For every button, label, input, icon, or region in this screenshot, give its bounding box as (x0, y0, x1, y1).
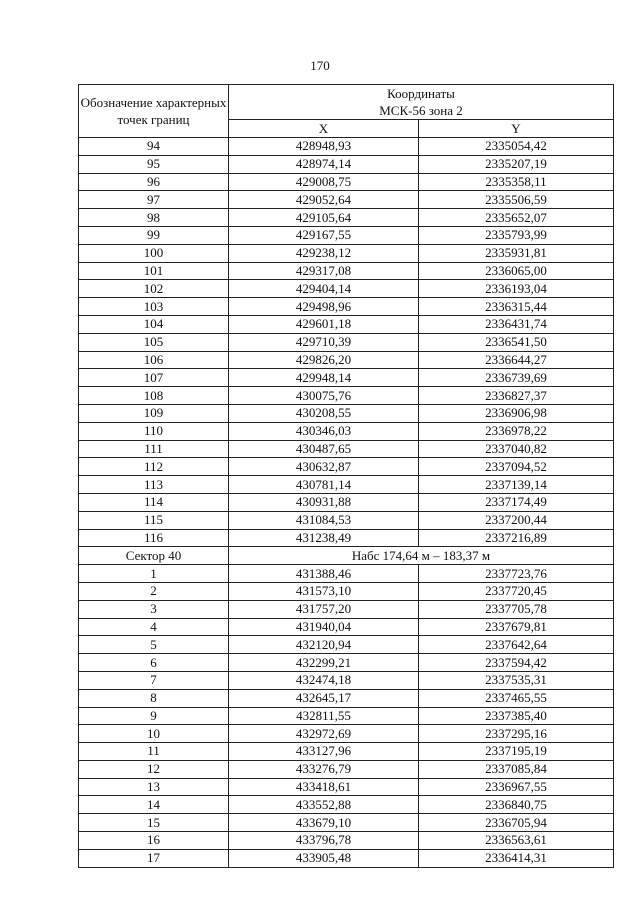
table-row (79, 369, 614, 387)
point-id: 104 (79, 315, 229, 333)
point-id: 114 (79, 493, 229, 511)
x-value: 429008,75 (229, 173, 419, 191)
x-value: 433796,78 (229, 832, 419, 850)
y-value: 2337174,49 (419, 493, 614, 511)
point-id: 6 (79, 654, 229, 672)
table-row (79, 600, 614, 618)
y-value: 2336739,69 (419, 369, 614, 387)
table-row (79, 404, 614, 422)
point-id: 108 (79, 387, 229, 405)
table-body-a (79, 138, 614, 547)
x-value: 431757,20 (229, 600, 419, 618)
y-value: 2336193,04 (419, 280, 614, 298)
table-row (79, 280, 614, 298)
table-row (79, 796, 614, 814)
x-value: 432972,69 (229, 725, 419, 743)
table-row (79, 209, 614, 227)
point-id: 97 (79, 191, 229, 209)
table-row (79, 476, 614, 494)
table-row (79, 493, 614, 511)
sector-body (79, 547, 614, 565)
x-value: 431238,49 (229, 529, 419, 547)
point-id: 94 (79, 138, 229, 156)
table-row (79, 173, 614, 191)
table-row (79, 333, 614, 351)
table-row (79, 529, 614, 547)
y-value: 2337040,82 (419, 440, 614, 458)
point-id: 14 (79, 796, 229, 814)
y-value: 2337642,64 (419, 636, 614, 654)
table-row (79, 226, 614, 244)
x-value: 432299,21 (229, 654, 419, 672)
point-id: 99 (79, 226, 229, 244)
y-value: 2336315,44 (419, 298, 614, 316)
point-id: 3 (79, 600, 229, 618)
page-number: 170 (310, 58, 330, 73)
y-value: 2337216,89 (419, 529, 614, 547)
point-id: 7 (79, 671, 229, 689)
x-value: 429601,18 (229, 315, 419, 333)
x-value: 430075,76 (229, 387, 419, 405)
table-body-b (79, 565, 614, 868)
x-value: 432811,55 (229, 707, 419, 725)
table-row (79, 298, 614, 316)
point-id: 106 (79, 351, 229, 369)
x-value: 433552,88 (229, 796, 419, 814)
y-value: 2337679,81 (419, 618, 614, 636)
x-value: 429948,14 (229, 369, 419, 387)
x-value: 429498,96 (229, 298, 419, 316)
x-value: 433418,61 (229, 778, 419, 796)
table-row (79, 440, 614, 458)
table-row (79, 814, 614, 832)
table-row (79, 458, 614, 476)
point-id: 9 (79, 707, 229, 725)
y-value: 2337723,76 (419, 565, 614, 583)
table-row (79, 707, 614, 725)
y-value: 2336906,98 (419, 404, 614, 422)
y-value: 2335358,11 (419, 173, 614, 191)
table-row (79, 191, 614, 209)
y-value: 2337705,78 (419, 600, 614, 618)
y-value: 2336840,75 (419, 796, 614, 814)
y-value: 2337195,19 (419, 743, 614, 761)
x-value: 432645,17 (229, 689, 419, 707)
table-row (79, 671, 614, 689)
point-id: 16 (79, 832, 229, 850)
x-value: 428974,14 (229, 155, 419, 173)
x-value: 429105,64 (229, 209, 419, 227)
sector-row (79, 547, 614, 565)
table-row (79, 849, 614, 867)
table-row (79, 387, 614, 405)
point-id: 5 (79, 636, 229, 654)
y-value: 2335931,81 (419, 244, 614, 262)
point-id: 102 (79, 280, 229, 298)
table-row (79, 654, 614, 672)
table-row (79, 244, 614, 262)
coords-header (229, 85, 614, 120)
x-value: 430931,88 (229, 493, 419, 511)
x-value: 429167,55 (229, 226, 419, 244)
y-value: 2337594,42 (419, 654, 614, 672)
point-id: 101 (79, 262, 229, 280)
table-row (79, 743, 614, 761)
x-value: 433905,48 (229, 849, 419, 867)
y-value: 2337385,40 (419, 707, 614, 725)
y-value: 2335793,99 (419, 226, 614, 244)
point-id: 113 (79, 476, 229, 494)
y-value: 2337139,14 (419, 476, 614, 494)
point-id: 112 (79, 458, 229, 476)
table-row (79, 778, 614, 796)
table-row (79, 636, 614, 654)
x-value: 429710,39 (229, 333, 419, 351)
table-row (79, 832, 614, 850)
point-id: 105 (79, 333, 229, 351)
sector-range: Набс 174,64 м – 183,37 м (229, 547, 614, 565)
point-id: 100 (79, 244, 229, 262)
x-value: 429826,20 (229, 351, 419, 369)
coords-header-line2: МСК-56 зона 2 (379, 103, 463, 118)
y-value: 2337200,44 (419, 511, 614, 529)
y-value: 2336705,94 (419, 814, 614, 832)
table-row (79, 760, 614, 778)
point-id: 109 (79, 404, 229, 422)
x-header: X (229, 120, 419, 138)
point-id: 115 (79, 511, 229, 529)
y-value: 2336827,37 (419, 387, 614, 405)
point-id: 95 (79, 155, 229, 173)
x-value: 430487,65 (229, 440, 419, 458)
point-id: 110 (79, 422, 229, 440)
y-value: 2335207,19 (419, 155, 614, 173)
y-value: 2336967,55 (419, 778, 614, 796)
table-row (79, 725, 614, 743)
x-value: 429052,64 (229, 191, 419, 209)
point-id: 2 (79, 582, 229, 600)
point-id: 12 (79, 760, 229, 778)
point-id: 4 (79, 618, 229, 636)
point-id: 103 (79, 298, 229, 316)
x-value: 433276,79 (229, 760, 419, 778)
x-value: 430208,55 (229, 404, 419, 422)
y-value: 2336541,50 (419, 333, 614, 351)
y-value: 2337094,52 (419, 458, 614, 476)
x-value: 429404,14 (229, 280, 419, 298)
point-id: 15 (79, 814, 229, 832)
x-value: 429317,08 (229, 262, 419, 280)
point-id: 107 (79, 369, 229, 387)
point-id: 98 (79, 209, 229, 227)
point-id: 96 (79, 173, 229, 191)
point-id: 13 (79, 778, 229, 796)
x-value: 431940,04 (229, 618, 419, 636)
point-id: 17 (79, 849, 229, 867)
table-row (79, 262, 614, 280)
point-id: 1 (79, 565, 229, 583)
x-value: 430632,87 (229, 458, 419, 476)
x-value: 430781,14 (229, 476, 419, 494)
coordinates-table (78, 84, 614, 868)
point-header: Обозначение характерных точек границ (79, 85, 229, 138)
x-value: 433679,10 (229, 814, 419, 832)
x-value: 433127,96 (229, 743, 419, 761)
x-value: 430346,03 (229, 422, 419, 440)
coords-header-line1: Координаты (387, 86, 455, 101)
y-value: 2335054,42 (419, 138, 614, 156)
table-row (79, 689, 614, 707)
point-id: 10 (79, 725, 229, 743)
table-row (79, 315, 614, 333)
x-value: 431084,53 (229, 511, 419, 529)
y-value: 2336563,61 (419, 832, 614, 850)
table-row (79, 565, 614, 583)
point-id: 8 (79, 689, 229, 707)
y-value: 2336431,74 (419, 315, 614, 333)
y-value: 2335506,59 (419, 191, 614, 209)
sector-label: Сектор 40 (79, 547, 229, 565)
table-row (79, 351, 614, 369)
table-row (79, 582, 614, 600)
x-value: 431573,10 (229, 582, 419, 600)
y-value: 2335652,07 (419, 209, 614, 227)
table-row (79, 155, 614, 173)
point-id: 11 (79, 743, 229, 761)
x-value: 428948,93 (229, 138, 419, 156)
y-value: 2337295,16 (419, 725, 614, 743)
table-row (79, 422, 614, 440)
y-value: 2337720,45 (419, 582, 614, 600)
x-value: 432474,18 (229, 671, 419, 689)
point-id: 111 (79, 440, 229, 458)
x-value: 432120,94 (229, 636, 419, 654)
y-value: 2336978,22 (419, 422, 614, 440)
point-id: 116 (79, 529, 229, 547)
y-value: 2336414,31 (419, 849, 614, 867)
table-row (79, 138, 614, 156)
y-value: 2336644,27 (419, 351, 614, 369)
y-value: 2336065,00 (419, 262, 614, 280)
y-value: 2337085,84 (419, 760, 614, 778)
y-value: 2337465,55 (419, 689, 614, 707)
table-row (79, 511, 614, 529)
y-value: 2337535,31 (419, 671, 614, 689)
table-row (79, 618, 614, 636)
y-header: Y (419, 120, 614, 138)
x-value: 429238,12 (229, 244, 419, 262)
x-value: 431388,46 (229, 565, 419, 583)
